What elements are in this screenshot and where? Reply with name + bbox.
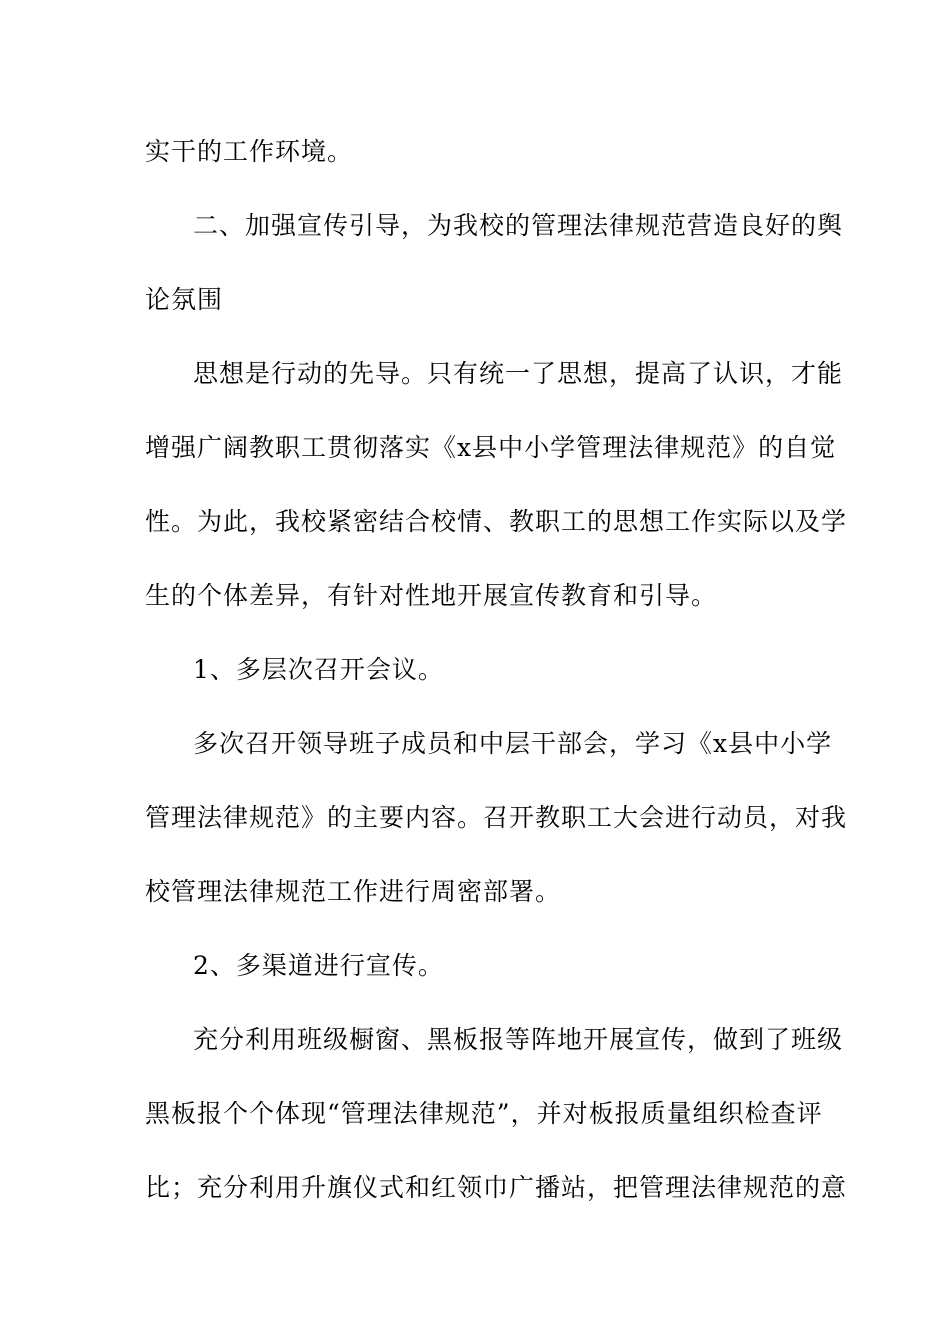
paragraph-line: 多次召开领导班子成员和中层干部会，学习《x县中小学 <box>193 729 833 758</box>
section-heading-continued: 论氛围 <box>145 285 224 314</box>
paragraph-line: 比；充分利用升旗仪式和红领巾广播站，把管理法律规范的意 <box>145 1173 848 1202</box>
list-heading: 1、多层次召开会议。 <box>193 655 444 684</box>
paragraph-line: 思想是行动的先导。只有统一了思想，提高了认识，才能 <box>193 359 844 388</box>
list-heading: 2、多渠道进行宣传。 <box>193 951 444 980</box>
text-line: 实干的工作环境。 <box>145 137 354 166</box>
section-heading: 二、加强宣传引导，为我校的管理法律规范营造良好的舆 <box>193 211 844 240</box>
paragraph-line: 性。为此，我校紧密结合校情、教职工的思想工作实际以及学 <box>145 507 848 536</box>
paragraph-line: 管理法律规范》的主要内容。召开教职工大会进行动员，对我 <box>145 803 848 832</box>
paragraph-line: 校管理法律规范工作进行周密部署。 <box>145 877 562 906</box>
paragraph-line: 充分利用班级橱窗、黑板报等阵地开展宣传，做到了班级 <box>193 1025 844 1054</box>
paragraph-line: 生的个体差异，有针对性地开展宣传教育和引导。 <box>145 581 718 610</box>
paragraph-line: 黑板报个个体现“管理法律规范”，并对板报质量组织检查评 <box>145 1099 823 1128</box>
paragraph-line: 增强广阔教职工贯彻落实《x县中小学管理法律规范》的自觉 <box>145 433 837 462</box>
